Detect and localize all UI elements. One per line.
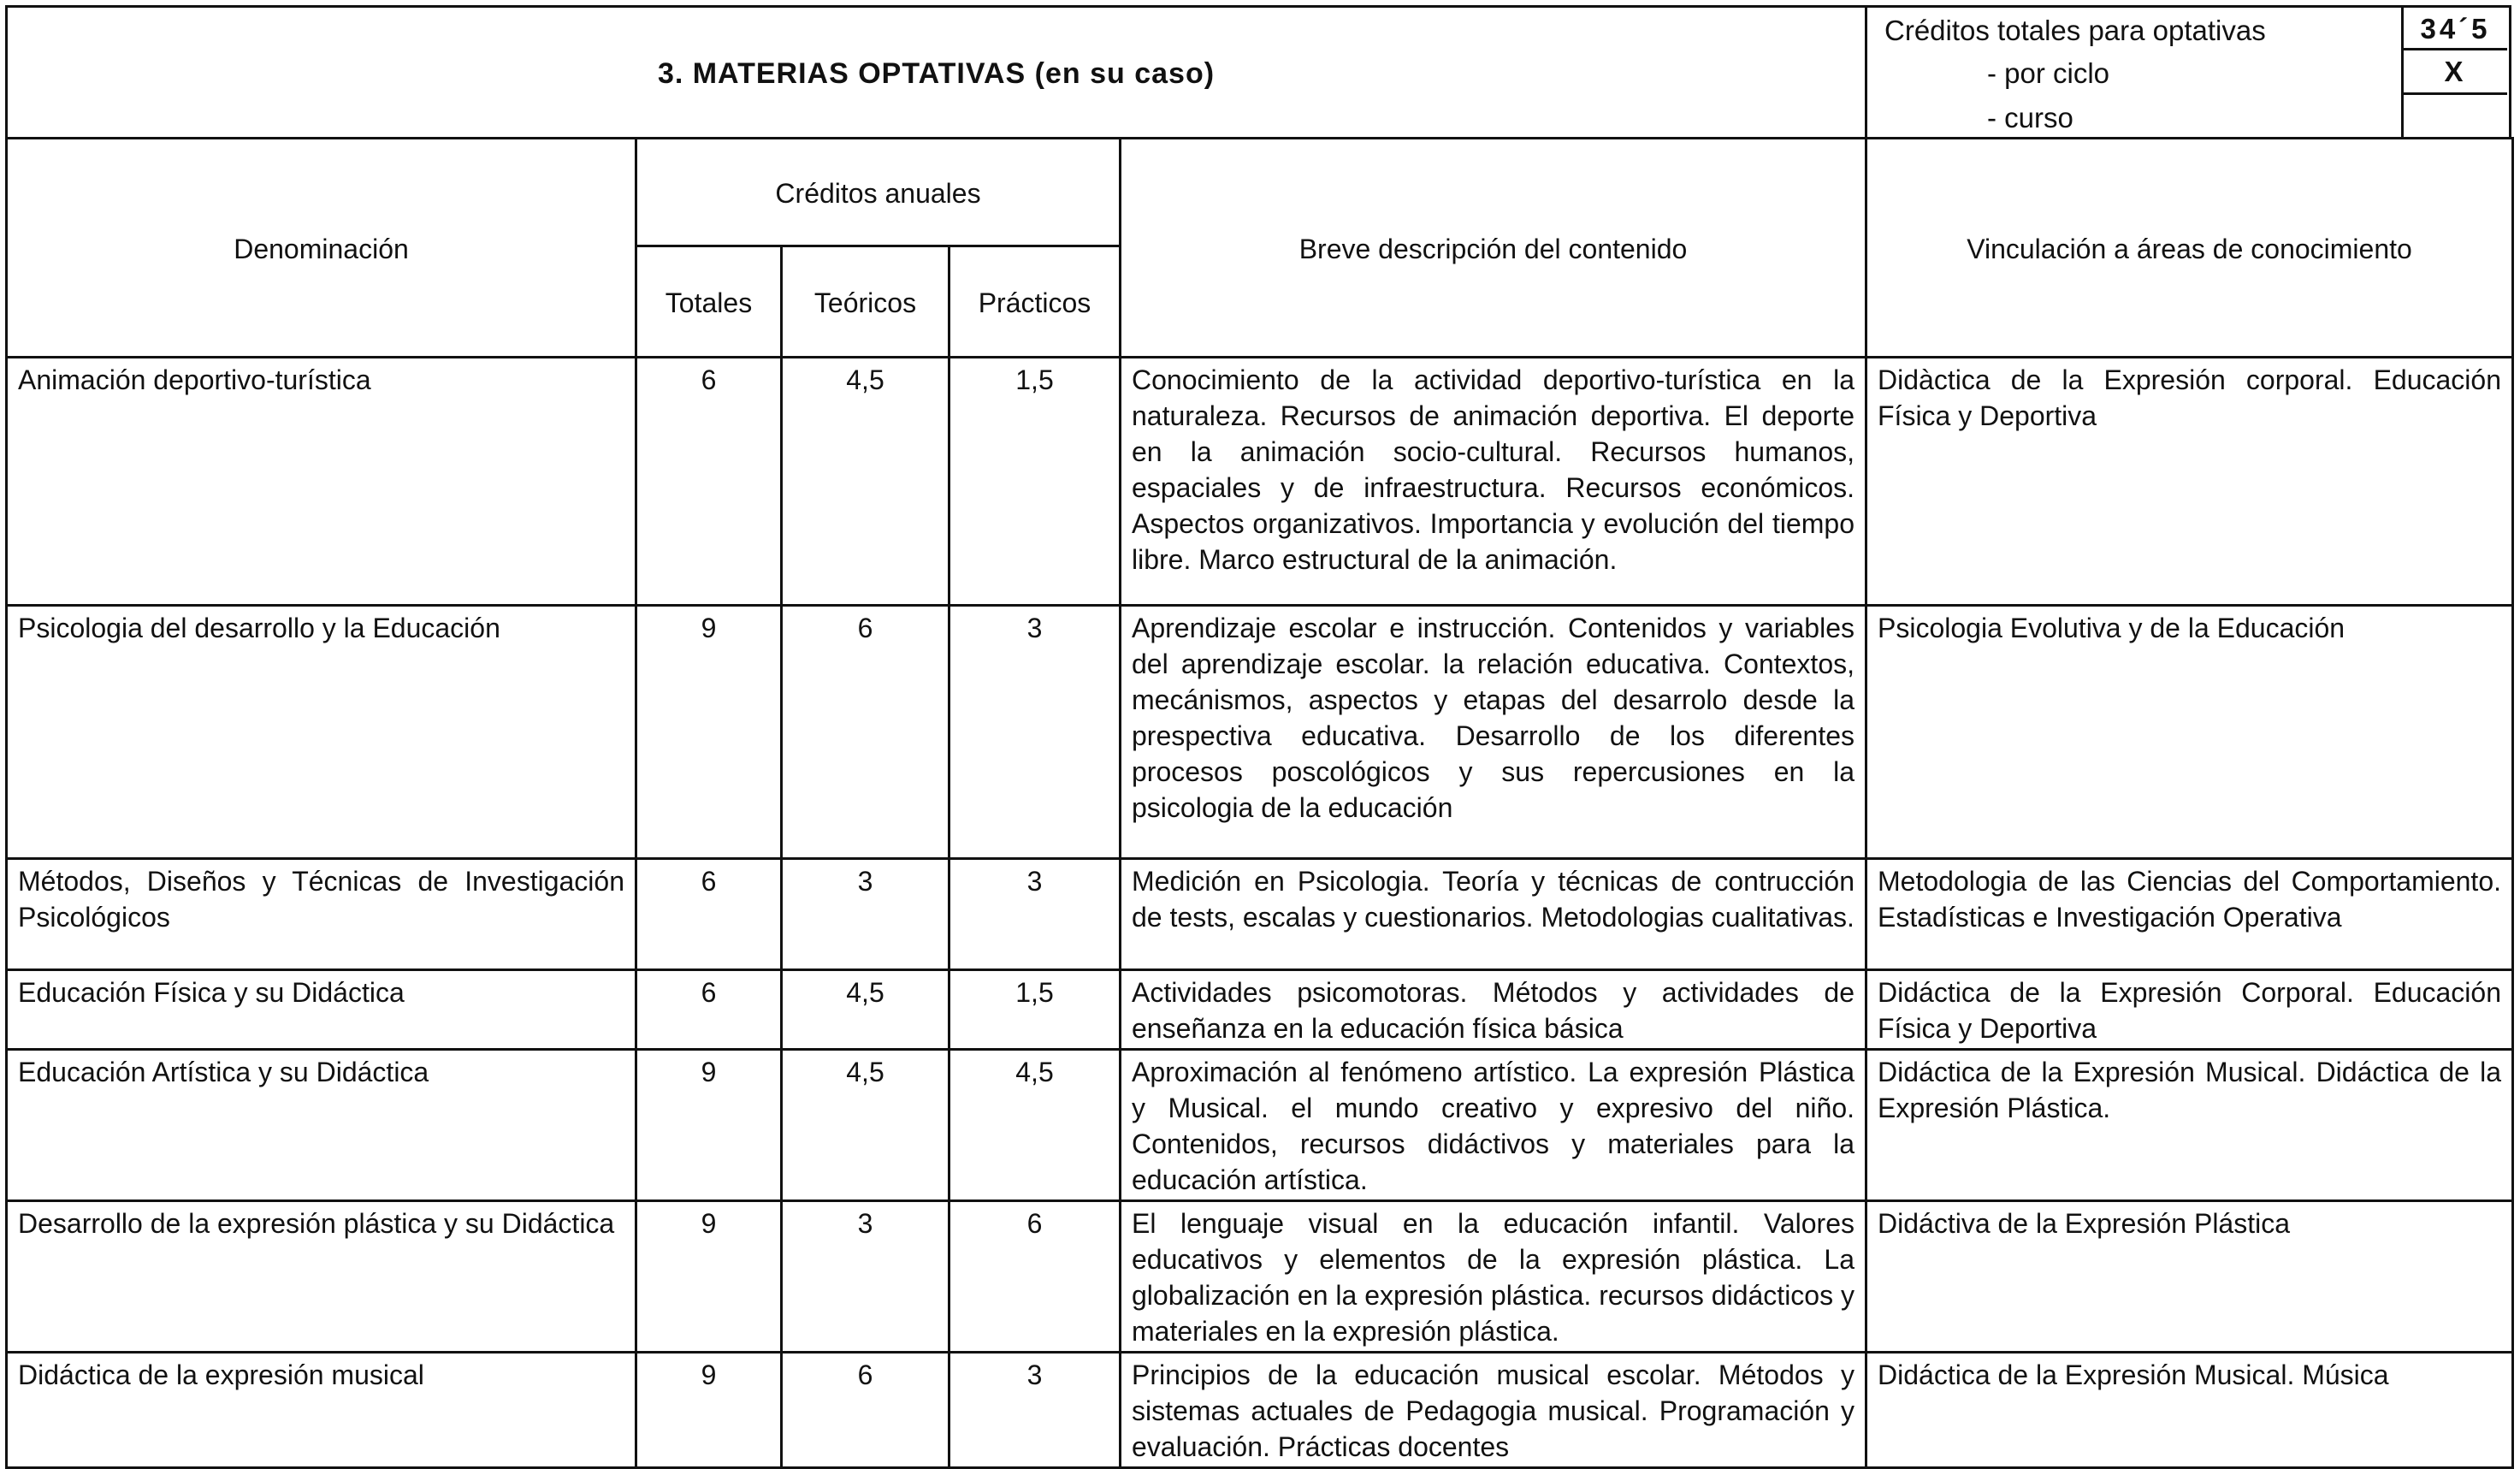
subject-name: Psicologia del desarrollo y la Educación <box>7 606 636 859</box>
col-header-vinculacion: Vinculación a áreas de conocimiento <box>1866 139 2513 358</box>
table-row <box>7 1050 2513 1201</box>
subject-description: Aprendizaje escolar e instrucción. Contenidos y variables del aprendizaje escolar. la relación educativa. Contextos, mecánismos, aspectos y etapas del desarrolo desde la prespectiva educativa. Desarrollo de los diferentes procesos poscológicos y sus repercusiones en la psicologia de la educación <box>1121 606 1866 859</box>
subject-name: Educación Artística y su Didáctica <box>7 1050 636 1201</box>
credits-totales: 9 <box>636 606 782 859</box>
table-row <box>7 859 2513 970</box>
credits-practicos: 1,5 <box>949 970 1121 1050</box>
credits-teoricos: 4,5 <box>782 1050 949 1201</box>
credits-practicos: 4,5 <box>949 1050 1121 1201</box>
page-title: 3. MATERIAS OPTATIVAS (en su caso) <box>8 8 1867 139</box>
credits-teoricos: 6 <box>782 1353 949 1468</box>
subject-area: Didáctiva de la Expresión Plástica <box>1866 1201 2513 1353</box>
credits-teoricos: 4,5 <box>782 970 949 1050</box>
subject-description: Aproximación al fenómeno artístico. La expresión Plástica y Musical. el mundo creativo y expresivo del niño. Contenidos, recursos didáctivos y materiales para la educación artística. <box>1121 1050 1866 1201</box>
credits-practicos: 1,5 <box>949 358 1121 606</box>
per-cycle-label: - por ciclo <box>1987 57 2110 89</box>
credits-practicos: 3 <box>949 859 1121 970</box>
subject-area: Didáctica de la Expresión Musical. Música <box>1866 1353 2513 1468</box>
credits-totales: 9 <box>636 1201 782 1353</box>
credits-summary <box>1867 8 2509 139</box>
credits-totales: 6 <box>636 970 782 1050</box>
header <box>5 5 2511 137</box>
credits-total-value: 34´5 <box>2401 8 2507 50</box>
subject-description: Medición en Psicologia. Teoría y técnicas de contrucción de tests, escalas y cuestionarios. Metodologias cualitativas. <box>1121 859 1866 970</box>
table-row <box>7 358 2513 606</box>
subject-description: Conocimiento de la actividad deportivo-turística en la naturaleza. Recursos de animación deportiva. El deporte en la animación socio-cultural. Recursos humanos, espaciales y de infraestructura. Recursos económicos. Aspectos organizativos. Importancia y evolución del tiempo libre. Marco estructural de la animación. <box>1121 358 1866 606</box>
credits-teoricos: 3 <box>782 1201 949 1353</box>
credits-totales: 9 <box>636 1353 782 1468</box>
col-header-teoricos: Teóricos <box>782 246 949 358</box>
subject-name: Educación Física y su Didáctica <box>7 970 636 1050</box>
table-row <box>7 1353 2513 1468</box>
credits-practicos: 6 <box>949 1201 1121 1353</box>
credits-teoricos: 4,5 <box>782 358 949 606</box>
credits-teoricos: 3 <box>782 859 949 970</box>
subject-area: Didáctica de la Expresión Corporal. Educación Física y Deportiva <box>1866 970 2513 1050</box>
credits-total-label: Créditos totales para optativas <box>1884 15 2266 46</box>
document-sheet <box>5 5 2511 1469</box>
table-row <box>7 1201 2513 1353</box>
subject-area: Metodologia de las Ciencias del Comportamiento. Estadísticas e Investigación Operativa <box>1866 859 2513 970</box>
subject-description: Actividades psicomotoras. Métodos y actividades de enseñanza en la educación física básica <box>1121 970 1866 1050</box>
credits-totales: 9 <box>636 1050 782 1201</box>
col-header-creditos-anuales: Créditos anuales <box>636 139 1121 246</box>
credits-totales: 6 <box>636 859 782 970</box>
subject-name: Desarrollo de la expresión plástica y su Didáctica <box>7 1201 636 1353</box>
col-header-descripcion: Breve descripción del contenido <box>1121 139 1866 358</box>
credits-practicos: 3 <box>949 606 1121 859</box>
table-row <box>7 970 2513 1050</box>
col-header-totales: Totales <box>636 246 782 358</box>
credits-totales: 6 <box>636 358 782 606</box>
subject-area: Didàctica de la Expresión corporal. Educación Física y Deportiva <box>1866 358 2513 606</box>
per-course-value <box>2401 95 2507 139</box>
credits-teoricos: 6 <box>782 606 949 859</box>
subject-name: Didáctica de la expresión musical <box>7 1353 636 1468</box>
subject-area: Psicologia Evolutiva y de la Educación <box>1866 606 2513 859</box>
subjects-table <box>5 137 2514 1469</box>
subject-name: Animación deportivo-turística <box>7 358 636 606</box>
per-course-label: - curso <box>1987 102 2073 133</box>
col-header-denominacion: Denominación <box>7 139 636 358</box>
subject-description: El lenguaje visual en la educación infantil. Valores educativos y elementos de la expresión plástica. La globalización en la expresión plástica. recursos didácticos y materiales en la expresión plástica. <box>1121 1201 1866 1353</box>
per-cycle-value: X <box>2401 50 2507 95</box>
credits-practicos: 3 <box>949 1353 1121 1468</box>
subject-description: Principios de la educación musical escolar. Métodos y sistemas actuales de Pedagogia musical. Programación y evaluación. Prácticas docentes <box>1121 1353 1866 1468</box>
table-row <box>7 606 2513 859</box>
col-header-practicos: Prácticos <box>949 246 1121 358</box>
subject-name: Métodos, Diseños y Técnicas de Investigación Psicológicos <box>7 859 636 970</box>
subject-area: Didáctica de la Expresión Musical. Didáctica de la Expresión Plástica. <box>1866 1050 2513 1201</box>
